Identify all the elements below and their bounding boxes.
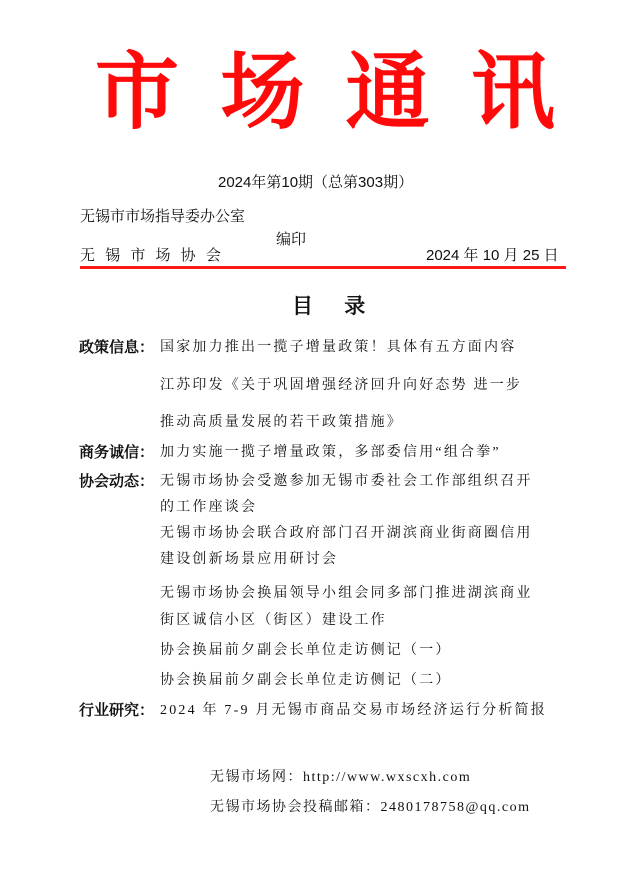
masthead-char: 场 [220, 42, 305, 141]
toc-item[interactable]: 建设创新场景应用研讨会 [160, 552, 339, 567]
toc-item[interactable]: 协会换届前夕副会长单位走访侧记（二） [160, 673, 452, 688]
website-link[interactable]: 无锡市场网：http://www.wxscxh.com [210, 770, 472, 785]
toc-item[interactable]: 街区诚信小区（街区）建设工作 [160, 613, 387, 628]
edited-label: 编印 [276, 231, 307, 248]
masthead-char: 通 [345, 42, 430, 141]
toc-item[interactable]: 加力实施一揽子增量政策，多部委信用“组合拳” [160, 445, 501, 460]
toc-item[interactable]: 国家加力推出一揽子增量政策！具体有五方面内容 [160, 340, 517, 355]
toc-item[interactable]: 2024 年 7-9 月无锡市商品交易市场经济运行分析简报 [160, 703, 547, 718]
toc-item[interactable]: 无锡市场协会受邀参加无锡市委社会工作部组织召开 [160, 474, 533, 489]
toc-item[interactable]: 无锡市场协会联合政府部门召开湖滨商业街商圈信用 [160, 526, 533, 541]
masthead-char: 市 [95, 42, 180, 141]
header-divider [80, 266, 566, 269]
section-label: 协会动态： [79, 472, 155, 490]
submission-email[interactable]: 无锡市场协会投稿邮箱：2480178758@qq.com [210, 800, 531, 815]
section-label: 政策信息： [79, 338, 155, 356]
publisher-association: 无 锡 市 场 协 会 [80, 247, 221, 264]
toc-item[interactable]: 无锡市场协会换届领导小组会同多部门推进湖滨商业 [160, 586, 533, 601]
publisher-office: 无锡市市场指导委办公室 [80, 208, 246, 225]
issue-number: 2024年第10期（总第303期） [218, 174, 414, 191]
toc-item[interactable]: 的工作座谈会 [160, 500, 258, 515]
toc-item[interactable]: 推动高质量发展的若干政策措施》 [160, 415, 403, 430]
section-label: 行业研究： [79, 701, 155, 719]
masthead-char: 讯 [470, 42, 555, 141]
toc-item[interactable]: 协会换届前夕副会长单位走访侧记（一） [160, 643, 452, 658]
masthead-title [95, 42, 555, 142]
toc-item[interactable]: 江苏印发《关于巩固增强经济回升向好态势 进一步 [160, 378, 523, 393]
toc-title: 目 录 [292, 294, 378, 318]
publish-date: 2024 年 10 月 25 日 [426, 247, 559, 264]
section-label: 商务诚信： [79, 443, 155, 461]
